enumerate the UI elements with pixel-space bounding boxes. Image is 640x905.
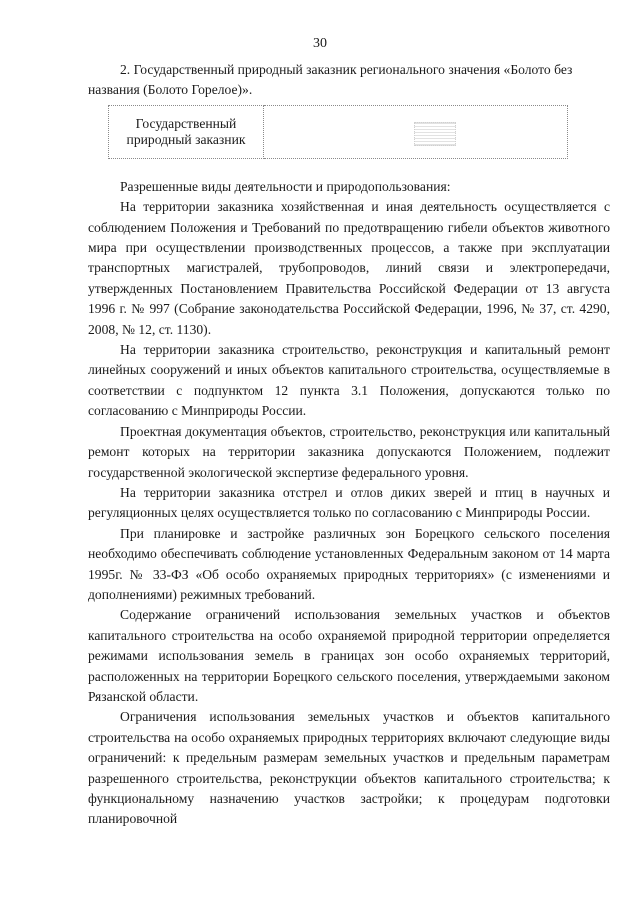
paragraph-3: Проектная документация объектов, строительство, реконструкция или капитальный ремонт которых на территории заказника допускаются Положением, подлежит государственной экологической экспертизе федерального уровня. xyxy=(88,423,610,480)
table-label-cell: Государственный природный заказник xyxy=(109,105,264,158)
paragraph-5: При планировке и застройке различных зон Борецкого сельского поселения необходимо обеспечивать соблюдение установленных Федеральным законом от 14 марта 1995г. № 33-ФЗ «Об особо охраняемых природных территориях» (с изменениями и дополнениями) режимных требований. xyxy=(88,525,610,602)
reserve-table xyxy=(108,105,568,159)
paragraph-2: На территории заказника строительство, реконструкция и капитальный ремонт линейных сооружений и иных объектов капитального строительства, осуществляемые в соответствии с подпунктом 12 пункта 3.1 Положения, допускаются только по согласованию с Минприроды России. xyxy=(88,342,610,419)
paragraph-6: Содержание ограничений использования земельных участков и объектов капитального строительства на особо охраняемой природной территории определяется режимами использования земель в границах зон особо охраняемых территорий, расположенных на территории Борецкого сельского поселения, утверждаемыми законом Рязанской области. xyxy=(88,607,610,704)
table-row xyxy=(109,105,568,158)
paragraph-1: На территории заказника хозяйственная и иная деятельность осуществляется с соблюдением Положения и Требований по предотвращению гибели объектов животного мира при осуществлении производственных процессов, а также при эксплуатации транспортных магистралей, трубопроводов, линий связи и электропередачи, утвержденных Постановлением Правительства Российской Федерации от 13 августа 1996 г. № 997 (Собрание законодательства Российской Федерации, 1996, № 37, ст. 4290, 2008, № 12, ст. 1130). xyxy=(88,199,610,337)
page-number: 30 xyxy=(313,36,327,51)
table-image-cell xyxy=(264,105,568,158)
paragraph-7: Ограничения использования земельных участков и объектов капитального строительства на особо охраняемых природных территориях включают следующие виды ограничений: к предельным размерам земельных участков и предельным параметрам разрешенного строительства, реконструкции объектов капитального строительства; к функциональному назначению участков застройки; к процедурам подготовки планировочной xyxy=(88,709,610,827)
section-heading: 2. Государственный природный заказник регионального значения «Болото без названия (Болото Горелое)». xyxy=(88,62,573,98)
document-body xyxy=(88,60,610,830)
map-image-placeholder xyxy=(414,122,456,146)
allowed-activities-title: Разрешенные виды деятельности и природопользования: xyxy=(120,178,451,194)
paragraph-4: На территории заказника отстрел и отлов диких зверей и птиц в научных и регуляционных целях осуществляется только по согласованию с Минприроды России. xyxy=(88,484,610,521)
